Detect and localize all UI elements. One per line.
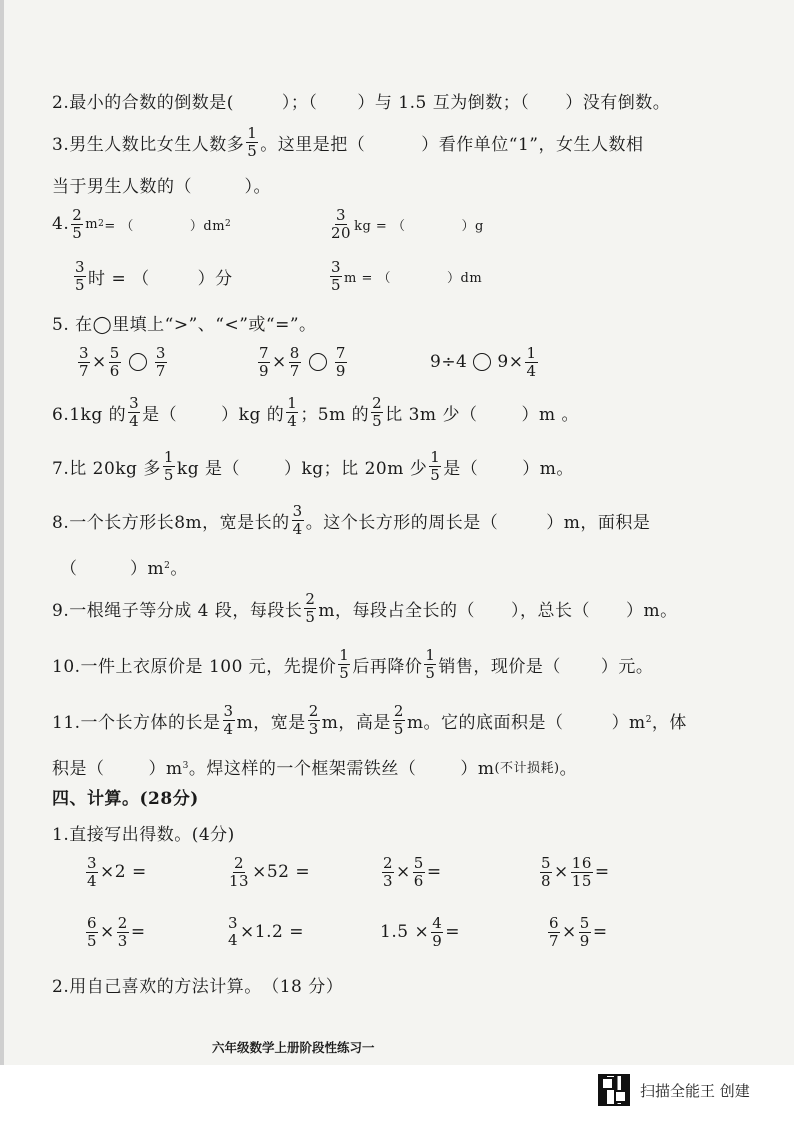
fraction: [413, 855, 425, 890]
calc-text: =: [130, 922, 146, 942]
q11-text: 。焊这样的一个框架需铁丝（: [188, 758, 417, 779]
denominator: 3: [308, 719, 319, 738]
numerator: 5: [579, 913, 590, 932]
q11-text: m，宽是: [236, 712, 306, 733]
denominator: 4: [228, 931, 239, 949]
fraction: [335, 345, 347, 380]
q11-text: m，高是: [321, 712, 391, 733]
numerator: 5: [541, 853, 552, 872]
denominator: 9: [259, 361, 270, 380]
compare-circle: [129, 353, 147, 371]
q8-text: 。这个长方形的周长是（: [305, 512, 499, 533]
q4-text: ）分: [197, 268, 233, 289]
fraction: [338, 647, 350, 682]
section-4-sub1: [52, 812, 235, 852]
q8-text: 。: [170, 558, 188, 579]
numerator: 3: [75, 257, 86, 276]
denominator: 5: [75, 275, 86, 294]
fraction: [393, 703, 405, 738]
numerator: 2: [308, 701, 319, 720]
numerator: 3: [79, 343, 90, 362]
question-2: [52, 80, 670, 120]
q4-text: ）g: [461, 218, 484, 234]
calc-text: ×1.2 =: [240, 922, 304, 942]
denominator: 9: [432, 931, 443, 950]
fraction: [117, 915, 129, 950]
fraction: [86, 915, 98, 950]
fraction: [424, 647, 436, 682]
subsection-title: 2.用自己喜欢的方法计算。 （18 分）: [52, 976, 344, 997]
denominator: 4: [526, 361, 537, 380]
superscript: 2: [164, 561, 171, 571]
superscript: 3: [182, 761, 189, 771]
fraction: [289, 345, 301, 380]
page-footer: 六年级数学上册阶段性练习一: [212, 1040, 375, 1055]
q6-text: 是（: [142, 404, 178, 425]
numerator: 1: [526, 343, 537, 362]
q11-text: m。它的底面积是（: [406, 712, 564, 733]
denominator: 15: [571, 871, 592, 890]
denominator: 7: [79, 361, 90, 380]
q7-text: 7.比 20kg 多: [52, 458, 161, 479]
fraction: [330, 259, 342, 294]
operator: ×: [272, 352, 287, 372]
question-7: [52, 446, 574, 486]
superscript: 2: [225, 219, 232, 229]
q6-text: ）kg 的: [221, 404, 285, 425]
numerator: 5: [413, 853, 424, 872]
q10-text: 后再降价: [352, 656, 423, 677]
numerator: 1: [339, 645, 350, 664]
q3-text-line2: 当于男生人数的（ ）。: [52, 176, 271, 197]
q11-text: ）m: [611, 712, 646, 733]
q5-text: 5. 在◯里填上“>”、“<”或“=”。: [52, 314, 317, 335]
fraction: [308, 703, 320, 738]
numerator: 1: [287, 393, 298, 412]
q10-text: 销售，现价是（: [438, 656, 561, 677]
q7-text: ）kg；比 20m 少: [283, 458, 428, 479]
q7-text: 是（: [443, 458, 479, 479]
numerator: 2: [72, 205, 83, 224]
fraction: [109, 345, 121, 380]
fraction: [86, 855, 98, 890]
calc-item: [546, 912, 608, 952]
operator: ×: [92, 352, 107, 372]
fraction: [330, 207, 352, 242]
denominator: 5: [163, 465, 174, 484]
denominator: 5: [393, 719, 404, 738]
q4-text: = （: [104, 218, 134, 234]
fraction: [228, 855, 250, 890]
compare-3: [430, 342, 540, 382]
fraction: [286, 395, 298, 430]
numerator: 1: [430, 447, 441, 466]
numerator: 3: [87, 853, 98, 872]
operator: ×: [396, 862, 411, 882]
question-4-row1: [52, 204, 231, 244]
denominator: 3: [117, 931, 128, 950]
section-4-title: [52, 776, 199, 816]
denominator: 5: [305, 607, 316, 626]
numerator: 2: [393, 701, 404, 720]
question-4-item4: [328, 256, 482, 296]
compare-2: [256, 342, 349, 382]
section-title: 四、计算。(28分): [52, 788, 199, 809]
numerator: 1: [247, 123, 258, 142]
subsection-title: 1.直接写出得数。(4分): [52, 824, 235, 845]
denominator: 4: [223, 719, 234, 738]
q7-text: ）m。: [522, 458, 574, 479]
question-5-title: [52, 302, 317, 342]
fraction: [571, 855, 593, 890]
calc-text: ×52 =: [252, 862, 311, 882]
numerator: 6: [87, 913, 98, 932]
denominator: 8: [541, 871, 552, 890]
q11-text: 。: [559, 758, 578, 779]
calc-item: [84, 852, 147, 892]
denominator: 5: [331, 275, 342, 294]
numerator: 1: [425, 645, 436, 664]
numerator: 3: [155, 343, 166, 362]
denominator: 7: [155, 361, 166, 380]
calc-item: [538, 852, 610, 892]
q6-text: ；5m 的: [300, 404, 370, 425]
fraction: [382, 855, 394, 890]
numerator: 2: [117, 913, 128, 932]
denominator: 6: [413, 871, 424, 890]
numerator: 5: [109, 343, 120, 362]
numerator: 3: [228, 914, 239, 932]
denominator: 20: [331, 223, 352, 242]
q7-text: kg 是（: [176, 458, 240, 479]
question-6: [52, 392, 579, 432]
fraction: [548, 915, 560, 950]
q6-text: 比 3m 少（: [385, 404, 478, 425]
question-3-line2: [52, 164, 271, 204]
q11-text: ）m: [148, 758, 183, 779]
denominator: 5: [425, 663, 436, 682]
page-edge: [0, 0, 4, 1065]
q8-text: 8.一个长方形长8m，宽是长的: [52, 512, 290, 533]
q2-text-c: ）与 1.5 互为倒数；（: [357, 92, 530, 113]
denominator: 5: [430, 465, 441, 484]
q6-text: ）m 。: [521, 404, 579, 425]
q9-text: ），总长（: [511, 600, 591, 621]
denominator: 7: [549, 931, 560, 950]
denominator: 4: [129, 411, 140, 430]
scanner-watermark: 扫描全能王 创建: [640, 1082, 750, 1100]
calc-text: ×2 =: [100, 862, 147, 882]
numerator: 3: [223, 701, 234, 720]
operator: ×: [100, 922, 115, 942]
denominator: 4: [287, 411, 298, 430]
fraction: [74, 259, 86, 294]
q9-text: ）m。: [626, 600, 678, 621]
calc-item: [226, 852, 310, 892]
q9-text: 9.一根绳子等分成 4 段，每段长: [52, 600, 303, 621]
numerator: 2: [234, 853, 245, 872]
numerator: 2: [383, 853, 394, 872]
fraction: [163, 449, 175, 484]
q4-text: m = （: [344, 270, 392, 286]
numerator: 4: [432, 913, 443, 932]
fraction: [371, 395, 383, 430]
q11-text: 积是（: [52, 758, 105, 779]
question-8-line2: [60, 546, 188, 586]
q11-note: (不计损耗): [494, 760, 560, 776]
q11-text: ）m: [460, 758, 495, 779]
compare-1: [76, 342, 169, 382]
question-10: [52, 644, 653, 684]
q4-text: kg = （: [354, 218, 406, 234]
question-9: [52, 588, 678, 628]
q8-text: ）m，面积是: [546, 512, 651, 533]
denominator: 3: [383, 871, 394, 890]
numerator: 3: [331, 257, 342, 276]
calc-text: =: [592, 922, 608, 942]
numerator: 3: [292, 501, 303, 520]
q4-text: ）dm: [189, 218, 226, 234]
fraction: [579, 915, 591, 950]
calc-item: [226, 912, 304, 952]
unit: m: [85, 216, 99, 232]
fraction: [78, 345, 90, 380]
fraction: [525, 345, 537, 380]
question-4-item3: [72, 256, 233, 296]
denominator: 5: [372, 411, 383, 430]
denominator: 7: [289, 361, 300, 380]
q3-text-c: ）看作单位“1”，女生人数相: [421, 134, 644, 155]
q11-text: 11.一个长方体的长是: [52, 712, 221, 733]
fraction: [258, 345, 270, 380]
fraction: [304, 591, 316, 626]
denominator: 5: [72, 223, 83, 242]
question-3: [52, 122, 643, 162]
q2-text-a: 2.最小的合数的倒数是(: [52, 92, 234, 113]
fraction: [71, 207, 83, 242]
denominator: 6: [109, 361, 120, 380]
fraction: [155, 345, 167, 380]
question-11: [52, 700, 687, 740]
fraction: [292, 503, 304, 538]
calc-item: [380, 912, 460, 952]
section-4-sub2: [52, 964, 343, 1004]
fraction: [431, 915, 443, 950]
numerator: 2: [305, 589, 316, 608]
denominator: 5: [247, 141, 258, 160]
superscript: 2: [645, 715, 652, 725]
denominator: 13: [229, 871, 250, 890]
q10-text: 10.一件上衣原价是 100 元，先提价: [52, 656, 337, 677]
operator: ×: [562, 922, 577, 942]
denominator: 4: [87, 871, 98, 890]
operator: ×: [554, 862, 569, 882]
calc-text: 1.5 ×: [380, 922, 430, 942]
qr-code-icon: [598, 1074, 630, 1106]
denominator: 4: [292, 519, 303, 538]
denominator: 5: [87, 931, 98, 950]
q3-text-a: 3.男生人数比女生人数多: [52, 134, 245, 155]
q2-text-d: ）没有倒数。: [565, 92, 671, 113]
numerator: 16: [571, 853, 592, 872]
numerator: 3: [129, 393, 140, 412]
numerator: 2: [372, 393, 383, 412]
q3-text-b: 。这里是把（: [260, 134, 366, 155]
q8-text: （ ）m: [60, 558, 165, 579]
denominator: 9: [579, 931, 590, 950]
numerator: 7: [259, 343, 270, 362]
compare-circle: [309, 353, 327, 371]
question-4-item2: [328, 204, 484, 244]
question-8: [52, 500, 650, 540]
compare-circle: [473, 353, 491, 371]
fraction: [128, 395, 140, 430]
calc-text: =: [426, 862, 442, 882]
fraction: [429, 449, 441, 484]
fraction: [223, 703, 235, 738]
calc-item: [380, 852, 442, 892]
q4-text: ）dm: [447, 270, 483, 286]
calc-text: =: [445, 922, 460, 942]
q6-text: 6.1kg 的: [52, 404, 127, 425]
calc-item: [84, 912, 146, 952]
fraction: [228, 915, 238, 949]
q2-text-b: ）；（: [281, 92, 318, 113]
fraction: [540, 855, 552, 890]
q10-text: ）元。: [600, 656, 654, 677]
q9-text: m，每段占全长的（: [318, 600, 476, 621]
q4-text: 时 = （: [88, 268, 150, 289]
calc-text: =: [594, 862, 610, 882]
superscript: 2: [98, 219, 105, 229]
expression: 9×: [497, 352, 524, 372]
numerator: 8: [289, 343, 300, 362]
numerator: 6: [549, 913, 560, 932]
q11-text: ，体: [651, 712, 687, 733]
numerator: 1: [163, 447, 174, 466]
fraction: [246, 125, 258, 160]
denominator: 5: [339, 663, 350, 682]
q4-label: 4.: [52, 214, 70, 234]
numerator: 7: [335, 343, 346, 362]
expression: 9÷4: [430, 352, 468, 372]
denominator: 9: [335, 361, 346, 380]
numerator: 3: [336, 205, 347, 224]
